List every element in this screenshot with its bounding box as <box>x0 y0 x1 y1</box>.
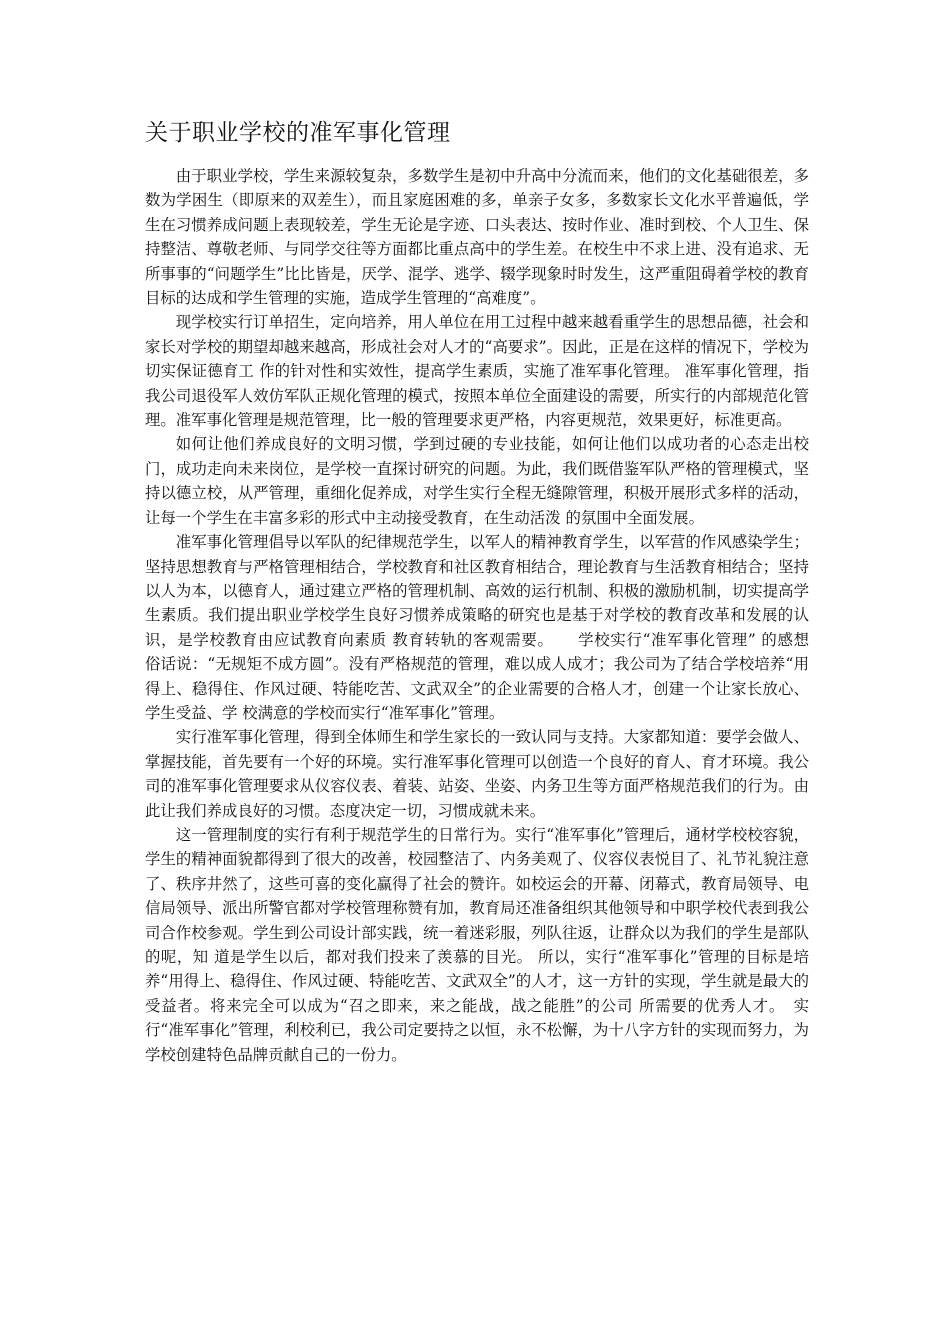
paragraph-2: 现学校实行订单招生，定向培养，用人单位在用工过程中越来越看重学生的思想品德，社会和家长对学校的期望却越来越高，形成社会对人才的“高要求”。因此，正是在这样的情况下，学校为切实保证德育工 作的针对性和实效性，提高学生素质，实施了准军事化管理。 准军事化管理，指我公司退役军人效仿军队正规化管理的模式，按照本单位全面建设的需要，所实行的内部规范化管理。准军事化管理是规范管理，比一般的管理要求更严格，内容更规范，效果更好，标准更高。 <box>145 313 809 430</box>
paragraph-1: 由于职业学校，学生来源较复杂，多数学生是初中升高中分流而来，他们的文化基础很差，多数为学困生（即原来的双差生），而且家庭困难的多，单亲子女多，多数家长文化水平普遍低，学生在习惯养成问题上表现较差，学生无论是字迹、口头表达、按时作业、准时到校、个人卫生、保持整洁、尊敬老师、与同学交往等方面都比重点高中的学生差。在校生中不求上进、没有追求、无所事事的“问题学生”比比皆是，厌学、混学、逃学、辍学现象时时发生，这严重阻碍着学校的教育目标的达成和学生管理的实施，造成学生管理的“高难度”。 <box>145 167 809 308</box>
paragraph-6: 这一管理制度的实行有利于规范学生的日常行为。实行“准军事化”管理后，通材学校校容貌，学生的精神面貌都得到了很大的改善，校园整洁了、内务美观了、仪容仪表悦目了、礼节礼貌注意了、秩序井然了，这些可喜的变化赢得了社会的赞许。如校运会的开幕、闭幕式，教育局领导、电信局领导、派出所警官都对学校管理称赞有加，教育局还准备组织其他领导和中职学校代表到我公司合作校参观。学生到公司设计部实践，统一着迷彩服，列队往返，让群众以为我们的学生是部队的呢，知 道是学生以后，都对我们投来了羡慕的目光。 所以，实行“准军事化”管理的目标是培养“用得上、稳得住、作风过硬、特能吃苦、文武双全”的人才，这一方针的实现，学生就是最大的受益者。将来完全可以成为“召之即来，来之能战，战之能胜”的公司 所需要的优秀人才。 实行“准军事化”管理，利校利已，我公司定要持之以恒，永不松懈，为十八字方针的实现而努力，为学校创建特色品牌贡献自己的一份力。 <box>145 825 809 1064</box>
document-title: 关于职业学校的准军事化管理 <box>145 120 451 146</box>
paragraph-5: 实行准军事化管理，得到全体师生和学生家长的一致认同与支持。大家都知道：要学会做人、掌握技能，首先要有一个好的环境。实行准军事化管理可以创造一个良好的育人、育才环境。我公司的准军事化管理要求从仪容仪表、着装、站姿、坐姿、内务卫生等方面严格规范我们的行为。由此让我们养成良好的习惯。态度决定一切，习惯成就未来。 <box>145 728 809 820</box>
paragraph-4: 准军事化管理倡导以军队的纪律规范学生，以军人的精神教育学生，以军营的作风感染学生；坚持思想教育与严格管理相结合，学校教育和社区教育相结合，理论教育与生活教育相结合；坚持以人为本，以德育人，通过建立严格的管理机制、高效的运行机制、积极的激励机制，切实提高学生素质。我们提出职业学校学生良好习惯养成策略的研究也是基于对学校的教育改革和发展的认识，是学校教育由应试教育向素质 教育转轨的客观需要。 学校实行“准军事化管理” 的感想 俗话说：“无规矩不成方圆”。没有严格规范的管理，难以成人成才；我公司为了结合学校培养“用得上、稳得住、作风过硬、特能吃苦、文武双全”的企业需要的合格人才，创建一个让家长放心、学生受益、学 校满意的学校而实行“准军事化”管理。 <box>145 533 830 722</box>
paragraph-3: 如何让他们养成良好的文明习惯，学到过硬的专业技能，如何让他们以成功者的心态走出校门，成功走向未来岗位，是学校一直探讨研究的问题。为此，我们既借鉴军队严格的管理模式，坚持以德立校，从严管理，重细化促养成，对学生实行全程无缝隙管理，积极开展形式多样的活动，让每一个学生在丰富多彩的形式中主动接受教育，在生动活泼 的氛围中全面发展。 <box>145 435 809 527</box>
document-body <box>145 114 830 1067</box>
